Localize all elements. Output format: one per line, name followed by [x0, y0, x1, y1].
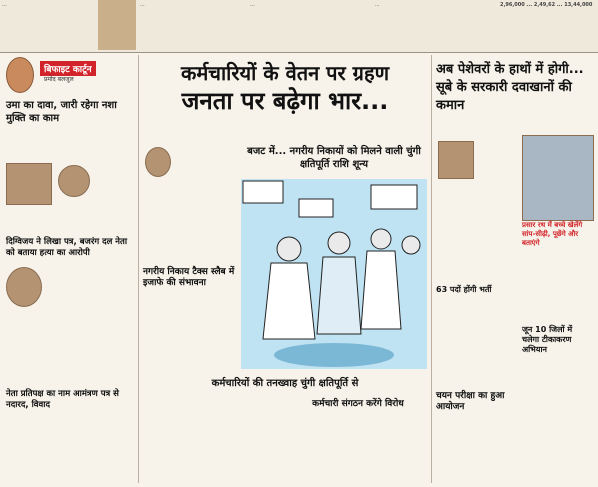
column-rule [138, 55, 139, 483]
story-headline: नेता प्रतिपक्ष का नाम आमंत्रण पत्र से नदारद, विवाद [6, 389, 119, 410]
body-text [143, 181, 237, 281]
box-headline: बजट में... नगरीय निकायों को मिलने वाली चुंगी क्षतिपूर्ति राशि शून्य [247, 146, 421, 170]
strip-numbers: 2,96,000 ... 2,49,62 ... 13,44,000 [500, 2, 593, 8]
middle-column [141, 55, 429, 485]
person-photo [6, 267, 42, 307]
story-headline: जून 10 जिलों में चलेगा टीकाकरण अभियान [522, 325, 573, 354]
bottom-headline: कर्मचारियों की तनख्वाह चुंगी क्षतिपूर्ति से [211, 378, 359, 389]
stat-headline: 63 पदों होंगी भर्ती [436, 285, 492, 294]
right-headline: अब पेशेवरों के हाथों में होगी... सूबे के सरकारी दवाखानों की कमान [436, 62, 584, 113]
body-text [143, 395, 283, 483]
body-text [436, 183, 520, 281]
column-rule [431, 55, 432, 483]
exam-headline: चयन परीक्षा का हुआ आयोजन [436, 391, 505, 412]
previous-page-strip [0, 0, 598, 53]
person-photo [438, 141, 474, 179]
news-photo [6, 163, 52, 205]
left-column [4, 55, 137, 485]
story-headline: प्रसार रथ में बच्चे खेलेंगे सांप-सीढ़ी, पूछेंगे और बताएंगे [522, 221, 583, 247]
person-photo [58, 165, 90, 197]
person-photo [145, 147, 171, 177]
cartoonist-avatar [6, 57, 34, 93]
sub-headline: नगरीय निकाय टैक्स स्लैब में इजाफे की संभावना [143, 267, 235, 288]
strip-photo [98, 0, 136, 50]
cartoon-caption: उमा का दावा, जारी रहेगा नशा मुक्ति का काम [6, 100, 117, 124]
bottom-subhead: कर्मचारी संगठन करेंगे विरोध [312, 399, 404, 409]
cartoon-sublabel: प्रमोद बलजुल [44, 76, 74, 83]
strip-snippet-2: ... [140, 2, 145, 8]
lead-headline-line-2: जनता पर बढ़ेगा भार... [181, 87, 389, 115]
protest-illustration [241, 179, 427, 369]
strip-snippet-3: ... [250, 2, 255, 8]
story-headline: दिग्विजय ने लिखा पत्र, बजरंग दल नेता को बताया हत्या का आरोपी [6, 237, 128, 258]
strip-snippet-1: ... [2, 2, 7, 8]
strip-snippet-4: ... [375, 2, 380, 8]
right-column [434, 55, 596, 485]
lead-headline-line-1: कर्मचारियों के वेतन पर ग्रहण [180, 61, 390, 85]
cartoon-label: बिफाइट कार्टून [40, 61, 96, 76]
hospital-photo [522, 135, 594, 221]
body-text [436, 417, 520, 483]
body-text [436, 299, 520, 379]
